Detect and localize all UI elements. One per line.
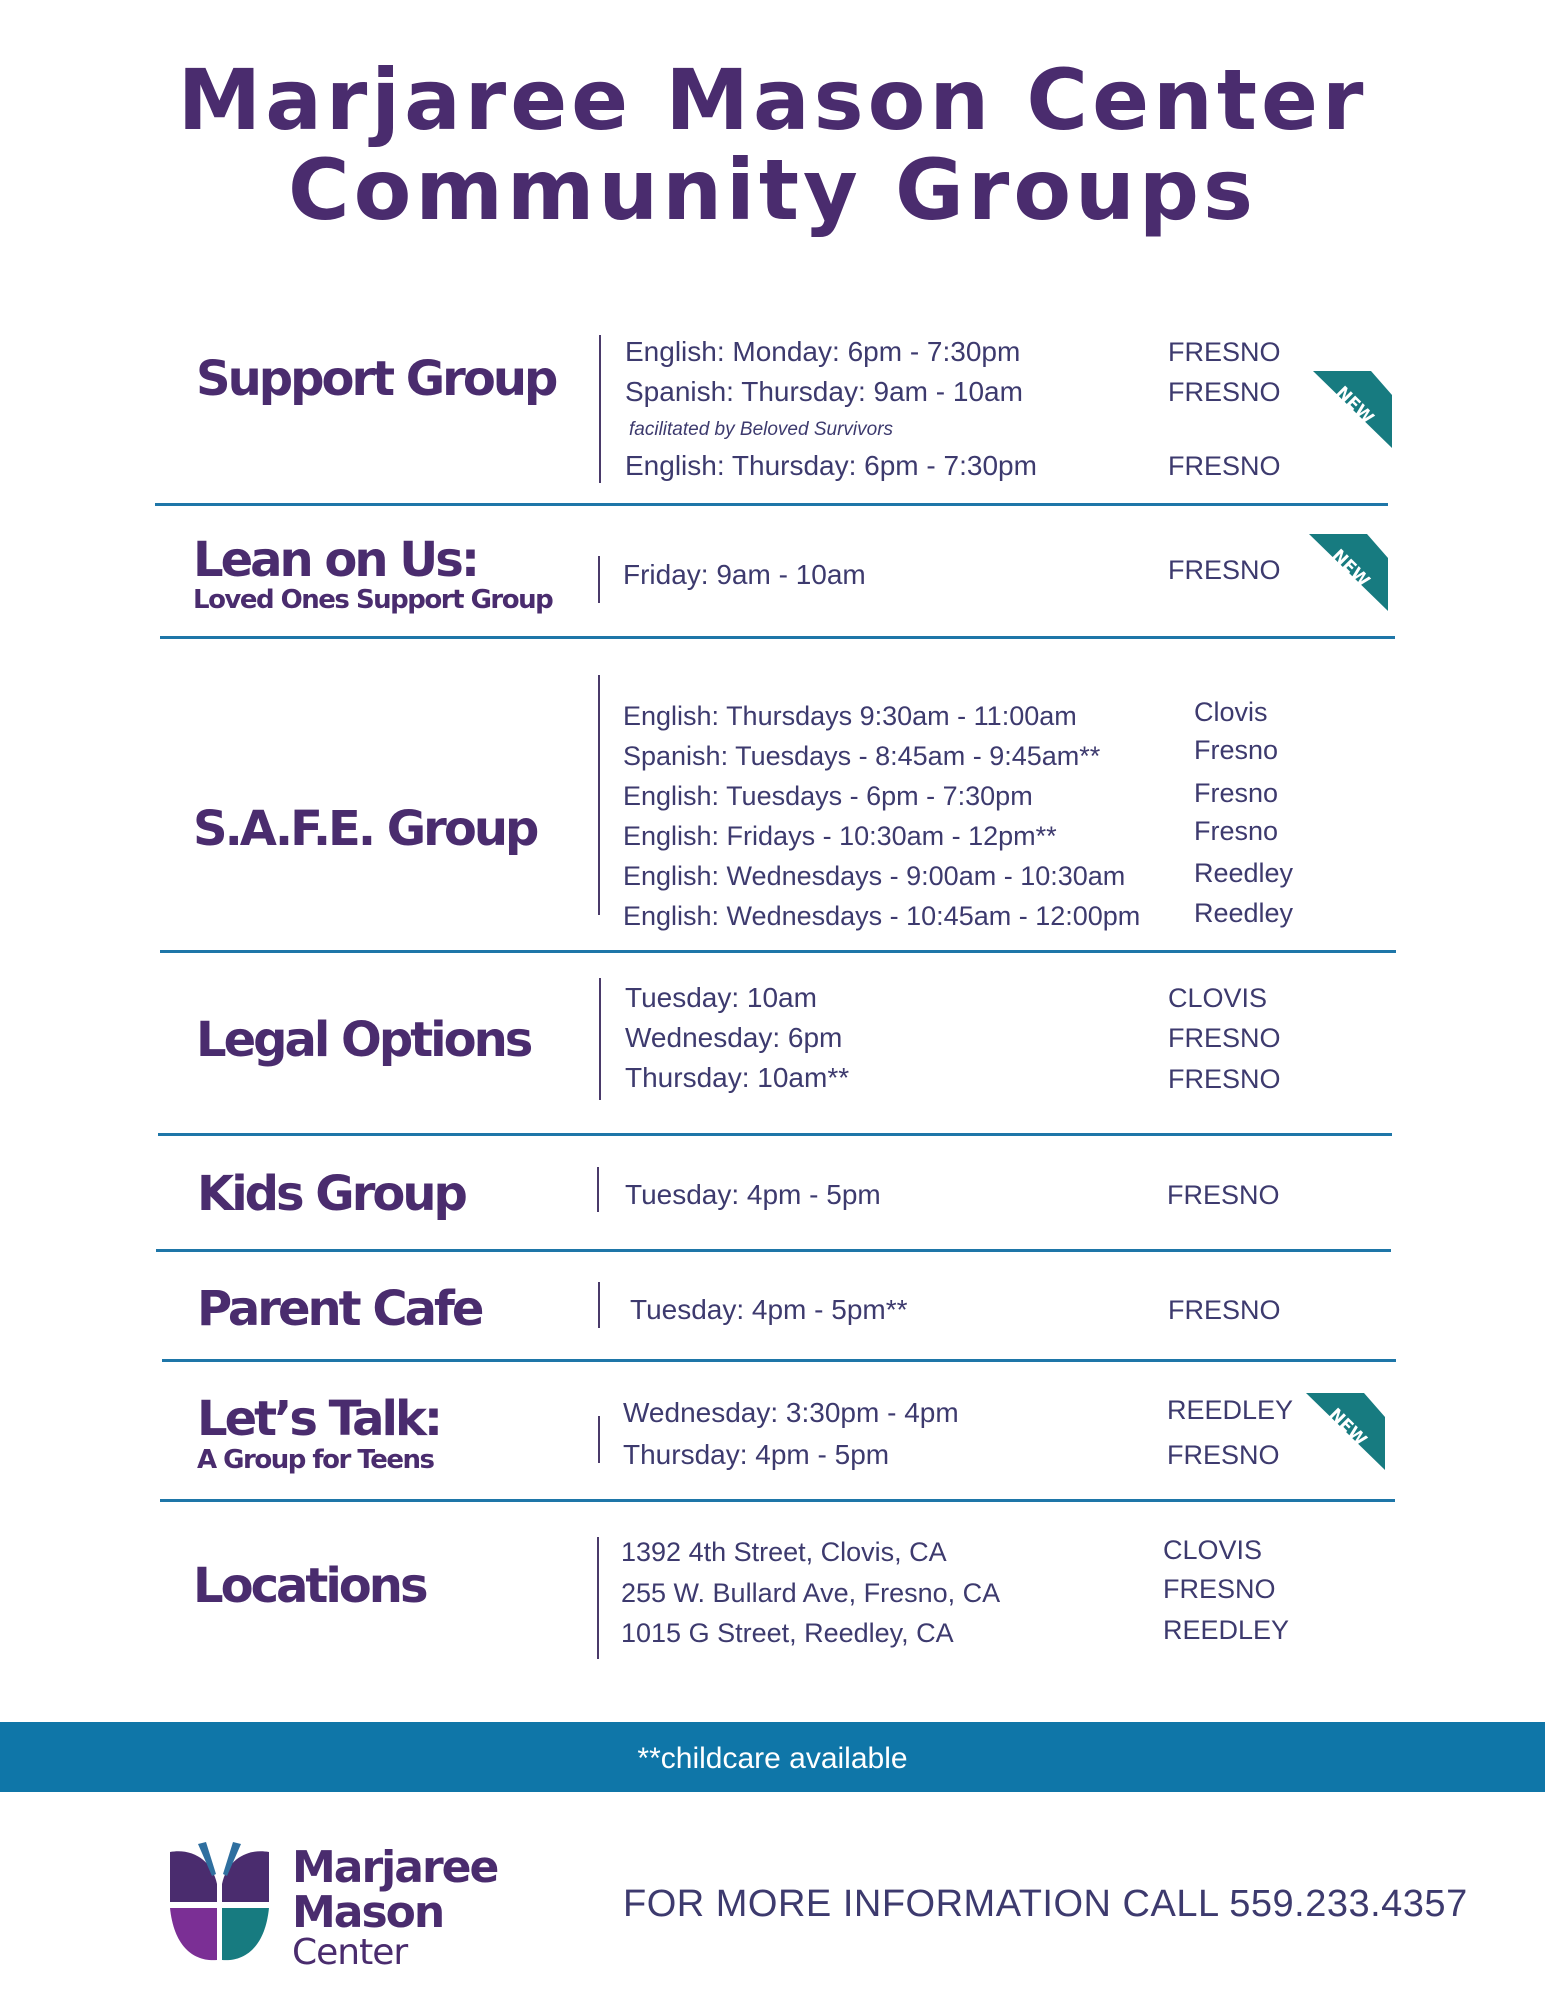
location-label: FRESNO bbox=[1167, 1180, 1280, 1210]
new-badge-label: NEW bbox=[1331, 382, 1378, 429]
location-label: Reedley bbox=[1194, 858, 1294, 888]
locations-title: Locations bbox=[193, 1558, 426, 1614]
section-divider bbox=[158, 1133, 1392, 1136]
page-title-line2: Community Groups bbox=[288, 141, 1257, 239]
new-badge-icon bbox=[1309, 532, 1389, 614]
schedule-item: English: Monday: 6pm - 7:30pm bbox=[625, 336, 1021, 367]
parent-cafe-title: Parent Cafe bbox=[197, 1281, 482, 1337]
kids-group-title: Kids Group bbox=[197, 1166, 465, 1222]
section-divider bbox=[155, 503, 1388, 506]
logo-text-line3: Center bbox=[292, 1932, 408, 1973]
divider bbox=[598, 556, 600, 603]
schedule-item: English: Thursday: 6pm - 7:30pm bbox=[625, 450, 1037, 481]
location-label: FRESNO bbox=[1168, 1023, 1281, 1053]
divider bbox=[597, 1537, 599, 1659]
contact-info: FOR MORE INFORMATION CALL 559.233.4357 bbox=[623, 1883, 1468, 1925]
butterfly-logo-icon bbox=[162, 1842, 277, 1964]
lets-talk-title: Let’s Talk: bbox=[197, 1391, 441, 1447]
schedule-item: English: Wednesdays - 10:45am - 12:00pm bbox=[623, 901, 1141, 931]
schedule-item: English: Wednesdays - 9:00am - 10:30am bbox=[623, 861, 1126, 891]
location-label: Reedley bbox=[1194, 898, 1294, 928]
divider bbox=[598, 1282, 600, 1328]
divider bbox=[599, 335, 601, 483]
schedule-item: Tuesday: 10am bbox=[625, 982, 817, 1013]
location-label: Fresno bbox=[1194, 816, 1279, 846]
location-label: FRESNO bbox=[1167, 1440, 1280, 1470]
section-divider bbox=[160, 636, 1395, 639]
section-divider bbox=[156, 1249, 1391, 1252]
section-divider bbox=[162, 1359, 1396, 1362]
location-label: FRESNO bbox=[1168, 555, 1281, 585]
divider bbox=[598, 1416, 600, 1463]
new-badge-icon bbox=[1306, 1391, 1386, 1473]
location-label: REEDLEY bbox=[1163, 1615, 1290, 1645]
address-item: 1392 4th Street, Clovis, CA bbox=[621, 1537, 947, 1567]
schedule-item: Wednesday: 3:30pm - 4pm bbox=[623, 1397, 959, 1428]
legal-options-title: Legal Options bbox=[196, 1012, 531, 1068]
childcare-banner bbox=[0, 1722, 1545, 1792]
section-divider bbox=[160, 1499, 1395, 1502]
location-label: CLOVIS bbox=[1163, 1535, 1263, 1565]
address-item: 255 W. Bullard Ave, Fresno, CA bbox=[621, 1578, 1001, 1608]
support-group-title: Support Group bbox=[196, 351, 556, 407]
schedule-item: Tuesday: 4pm - 5pm** bbox=[630, 1294, 908, 1325]
address-item: 1015 G Street, Reedley, CA bbox=[621, 1618, 954, 1648]
location-label: FRESNO bbox=[1168, 1064, 1281, 1094]
lean-on-us-subtitle: Loved Ones Support Group bbox=[193, 585, 553, 615]
lean-on-us-title: Lean on Us: bbox=[193, 532, 478, 588]
new-badge-icon bbox=[1313, 369, 1393, 451]
section-divider bbox=[160, 950, 1396, 953]
new-badge-label: NEW bbox=[1327, 545, 1374, 592]
location-label: CLOVIS bbox=[1168, 983, 1268, 1013]
location-label: FRESNO bbox=[1168, 377, 1281, 407]
divider bbox=[599, 978, 601, 1100]
schedule-item: English: Thursdays 9:30am - 11:00am bbox=[623, 701, 1077, 731]
facilitator-note: facilitated by Beloved Survivors bbox=[629, 419, 894, 440]
location-label: REEDLEY bbox=[1167, 1395, 1294, 1425]
divider bbox=[598, 675, 600, 915]
safe-group-title: S.A.F.E. Group bbox=[193, 801, 537, 857]
schedule-item: Tuesday: 4pm - 5pm bbox=[625, 1179, 881, 1210]
location-label: FRESNO bbox=[1168, 1295, 1281, 1325]
schedule-item: Thursday: 10am** bbox=[625, 1062, 850, 1093]
page-title-line1: Marjaree Mason Center bbox=[177, 51, 1368, 149]
schedule-item: Wednesday: 6pm bbox=[625, 1022, 843, 1053]
location-label: FRESNO bbox=[1168, 451, 1281, 481]
location-label: FRESNO bbox=[1163, 1574, 1276, 1604]
location-label: Fresno bbox=[1194, 735, 1279, 765]
lets-talk-subtitle: A Group for Teens bbox=[197, 1445, 434, 1475]
schedule-item: Friday: 9am - 10am bbox=[623, 559, 866, 590]
schedule-item: English: Fridays - 10:30am - 12pm** bbox=[623, 821, 1057, 851]
logo-text-line2: Mason bbox=[292, 1887, 444, 1938]
schedule-item: Thursday: 4pm - 5pm bbox=[623, 1439, 890, 1470]
divider bbox=[597, 1167, 599, 1212]
logo-text-line1: Marjaree bbox=[292, 1842, 498, 1893]
schedule-item: English: Tuesdays - 6pm - 7:30pm bbox=[623, 781, 1033, 811]
new-badge-label: NEW bbox=[1324, 1404, 1371, 1451]
schedule-item: Spanish: Thursday: 9am - 10am bbox=[625, 376, 1023, 407]
childcare-note: **childcare available bbox=[637, 1742, 908, 1775]
location-label: Clovis bbox=[1194, 697, 1268, 727]
schedule-item: Spanish: Tuesdays - 8:45am - 9:45am** bbox=[623, 741, 1101, 771]
location-label: FRESNO bbox=[1168, 337, 1281, 367]
location-label: Fresno bbox=[1194, 778, 1279, 808]
